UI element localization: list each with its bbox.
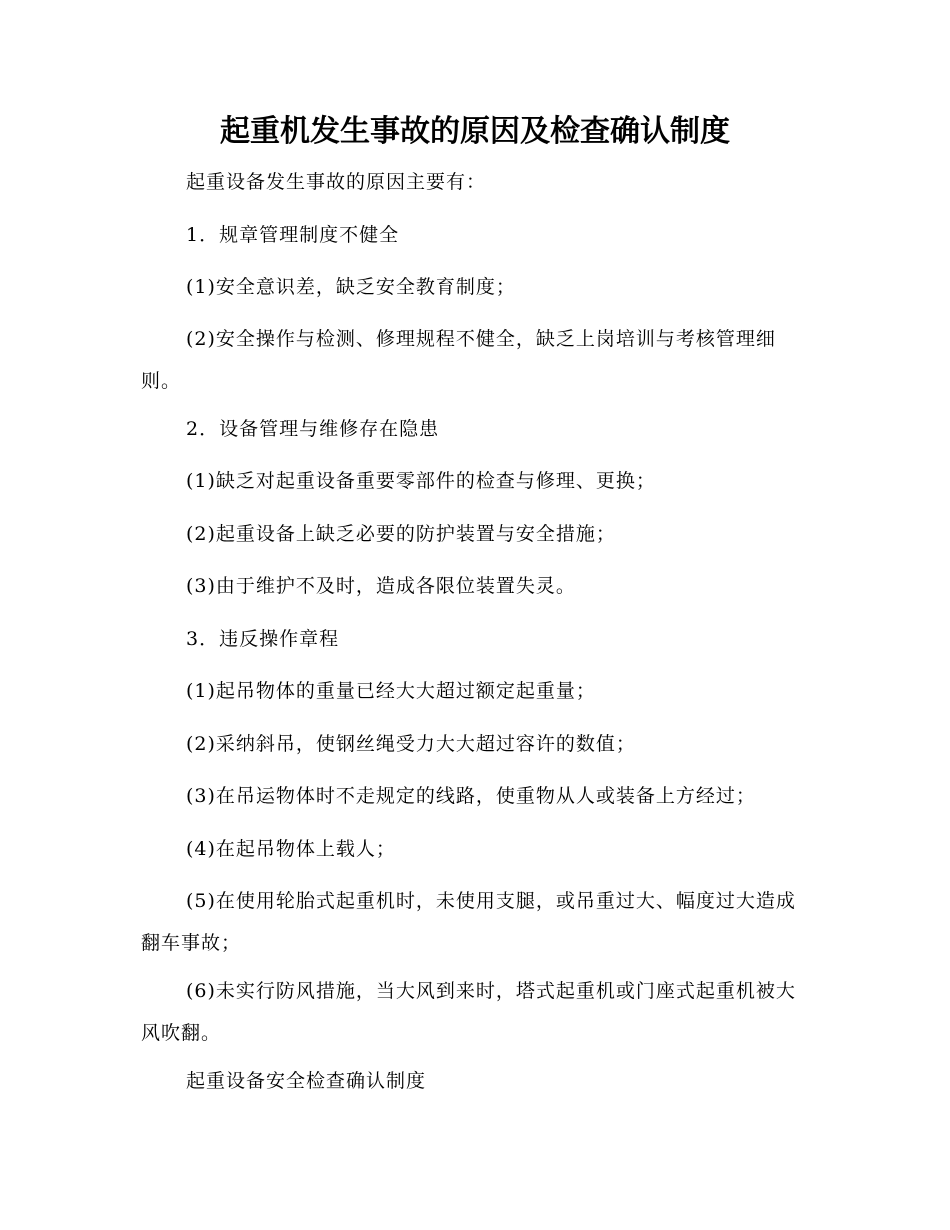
list-item: (3)由于维护不及时，造成各限位装置失灵。	[186, 575, 576, 597]
list-item: (1)起吊物体的重量已经大大超过额定起重量；	[186, 680, 596, 702]
paragraph-closing-heading: 起重设备安全检查确认制度	[186, 1070, 427, 1092]
list-item: (1)安全意识差，缺乏安全教育制度；	[186, 276, 516, 298]
list-item: (5)在使用轮胎式起重机时，未使用支腿，或吊重过大、幅度过大造成翻车事故；	[141, 890, 796, 954]
heading-section-1: 1．规章管理制度不健全	[186, 224, 400, 246]
list-item: (2)安全操作与检测、修理规程不健全，缺乏上岗培训与考核管理细则。	[141, 328, 776, 392]
list-item: (3)在吊运物体时不走规定的线路，使重物从人或装备上方经过；	[186, 785, 756, 807]
heading-section-3: 3．违反操作章程	[186, 628, 340, 650]
list-item: (6)未实行防风措施，当大风到来时，塔式起重机或门座式起重机被大风吹翻。	[141, 980, 796, 1044]
document-title: 起重机发生事故的原因及检查确认制度	[220, 114, 730, 149]
list-item: (1)缺乏对起重设备重要零部件的检查与修理、更换；	[186, 470, 656, 492]
paragraph-intro: 起重设备发生事故的原因主要有：	[186, 171, 487, 193]
list-item: (4)在起吊物体上载人；	[186, 838, 396, 860]
list-item: (2)采纳斜吊，使钢丝绳受力大大超过容许的数值；	[186, 733, 636, 755]
list-item: (2)起重设备上缺乏必要的防护装置与安全措施；	[186, 523, 616, 545]
heading-section-2: 2．设备管理与维修存在隐患	[186, 418, 440, 440]
